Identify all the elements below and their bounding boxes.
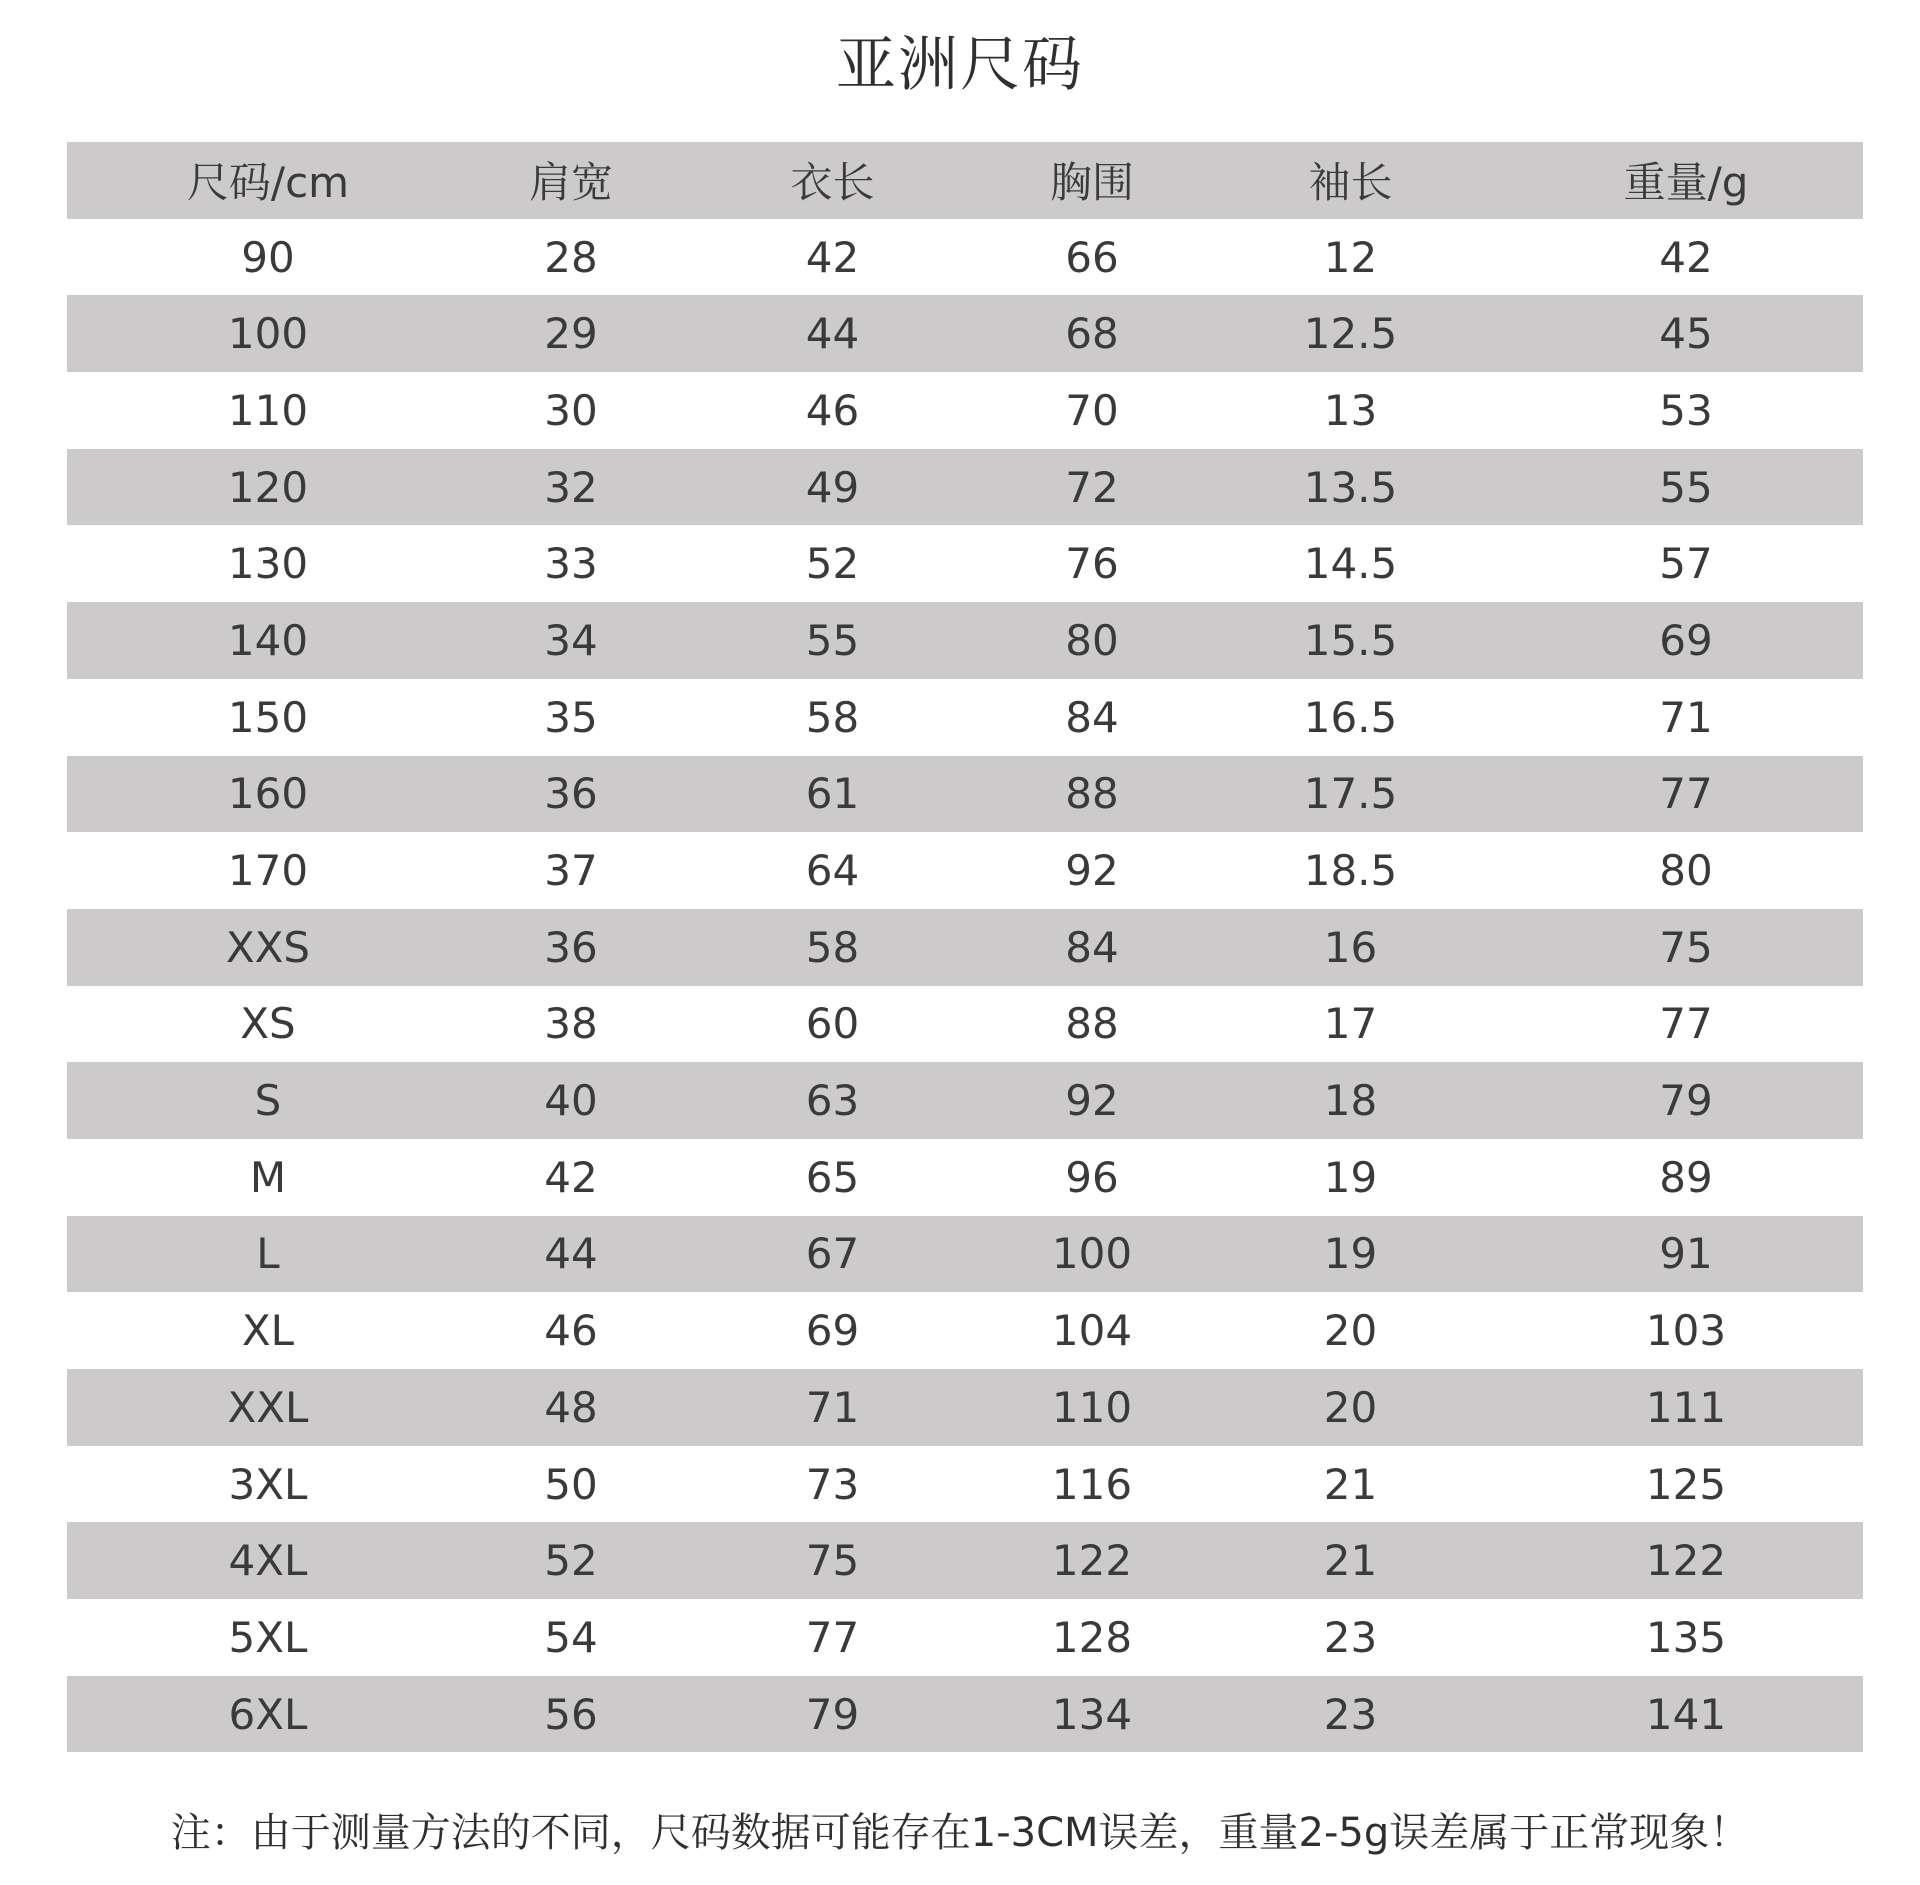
cell-sleeve: 16.5 <box>1303 692 1398 742</box>
cell-shoulder-width: 33 <box>544 539 598 589</box>
cell-weight: 53 <box>1659 385 1713 435</box>
cell-shoulder-width: 35 <box>544 692 598 742</box>
cell-length: 58 <box>805 692 860 742</box>
cell-length: 44 <box>805 309 860 359</box>
cell-weight: 122 <box>1645 1536 1727 1586</box>
cell-length: 75 <box>805 1536 860 1586</box>
cell-sleeve: 18.5 <box>1303 846 1398 896</box>
cell-sleeve: 12.5 <box>1303 309 1398 359</box>
cell-sleeve: 19 <box>1323 1229 1378 1279</box>
cell-shoulder-width: 36 <box>544 922 598 972</box>
cell-weight: 77 <box>1659 999 1713 1049</box>
cell-chest: 72 <box>1065 462 1119 512</box>
cell-length: 77 <box>805 1612 860 1662</box>
cell-sleeve: 19 <box>1323 1152 1378 1202</box>
table-row <box>67 1062 1863 1139</box>
cell-sleeve: 23 <box>1323 1612 1378 1662</box>
cell-weight: 111 <box>1645 1382 1727 1432</box>
cell-length: 65 <box>805 1152 860 1202</box>
cell-shoulder-width: 50 <box>544 1459 598 1509</box>
cell-chest: 128 <box>1051 1612 1133 1662</box>
cell-weight: 141 <box>1645 1689 1727 1739</box>
table-row <box>67 1446 1863 1523</box>
header-shoulder-width: 肩宽 <box>528 158 613 208</box>
cell-sleeve: 17.5 <box>1303 769 1398 819</box>
table-row <box>67 986 1863 1063</box>
header-chest: 胸围 <box>1049 158 1134 208</box>
header-length: 衣长 <box>790 158 875 208</box>
cell-size: 110 <box>227 385 309 435</box>
cell-size: 170 <box>227 846 309 896</box>
cell-chest: 84 <box>1065 922 1119 972</box>
cell-size: 6XL <box>228 1689 308 1739</box>
cell-shoulder-width: 38 <box>544 999 598 1049</box>
cell-length: 49 <box>805 462 860 512</box>
table-body <box>67 219 1863 1753</box>
cell-size: S <box>254 1076 282 1126</box>
cell-length: 71 <box>805 1382 860 1432</box>
cell-sleeve: 16 <box>1323 922 1378 972</box>
page-title: 亚洲尺码 <box>836 30 1084 100</box>
table-row <box>67 679 1863 756</box>
cell-weight: 69 <box>1659 615 1713 665</box>
cell-length: 64 <box>805 846 860 896</box>
cell-sleeve: 21 <box>1323 1536 1378 1586</box>
header-size: 尺码/cm <box>186 158 350 208</box>
cell-shoulder-width: 54 <box>544 1612 598 1662</box>
cell-weight: 75 <box>1659 922 1713 972</box>
cell-length: 46 <box>805 385 860 435</box>
cell-chest: 96 <box>1065 1152 1119 1202</box>
header-sleeve: 袖长 <box>1308 158 1393 208</box>
cell-size: 5XL <box>228 1612 308 1662</box>
cell-length: 42 <box>805 232 860 282</box>
cell-sleeve: 13.5 <box>1303 462 1398 512</box>
cell-weight: 42 <box>1659 232 1713 282</box>
cell-chest: 104 <box>1051 1306 1133 1356</box>
cell-sleeve: 12 <box>1323 232 1378 282</box>
cell-shoulder-width: 34 <box>544 615 598 665</box>
cell-size: XXS <box>225 922 311 972</box>
table-row <box>67 909 1863 986</box>
cell-length: 61 <box>805 769 860 819</box>
table-row <box>67 1599 1863 1676</box>
cell-weight: 55 <box>1659 462 1713 512</box>
header-weight: 重量/g <box>1623 158 1749 208</box>
cell-size: L <box>256 1229 280 1279</box>
cell-chest: 92 <box>1065 846 1119 896</box>
cell-sleeve: 17 <box>1323 999 1378 1049</box>
measurement-note: 注：由于测量方法的不同，尺码数据可能存在1-3CM误差，重量2-5g误差属于正常现象！ <box>170 1810 1750 1856</box>
cell-size: 150 <box>227 692 309 742</box>
size-chart-table <box>67 142 1863 1752</box>
cell-weight: 91 <box>1659 1229 1713 1279</box>
cell-shoulder-width: 40 <box>544 1076 598 1126</box>
cell-sleeve: 23 <box>1323 1689 1378 1739</box>
cell-weight: 57 <box>1659 539 1713 589</box>
cell-chest: 84 <box>1065 692 1119 742</box>
cell-chest: 88 <box>1065 769 1119 819</box>
cell-size: 3XL <box>228 1459 308 1509</box>
table-row <box>67 602 1863 679</box>
cell-shoulder-width: 52 <box>544 1536 598 1586</box>
cell-chest: 116 <box>1051 1459 1133 1509</box>
cell-size: 140 <box>227 615 309 665</box>
cell-chest: 70 <box>1065 385 1119 435</box>
cell-chest: 110 <box>1051 1382 1133 1432</box>
cell-sleeve: 20 <box>1323 1306 1378 1356</box>
cell-size: M <box>249 1152 287 1202</box>
table-row <box>67 295 1863 372</box>
table-row <box>67 1139 1863 1216</box>
cell-length: 67 <box>805 1229 860 1279</box>
cell-size: XL <box>241 1306 295 1356</box>
cell-sleeve: 20 <box>1323 1382 1378 1432</box>
cell-size: 4XL <box>228 1536 308 1586</box>
cell-size: 90 <box>241 232 295 282</box>
table-header-row <box>67 142 1863 219</box>
cell-shoulder-width: 28 <box>544 232 598 282</box>
cell-length: 55 <box>805 615 860 665</box>
cell-chest: 80 <box>1065 615 1119 665</box>
cell-sleeve: 15.5 <box>1303 615 1398 665</box>
cell-sleeve: 21 <box>1323 1459 1378 1509</box>
cell-sleeve: 18 <box>1323 1076 1378 1126</box>
table-row <box>67 1676 1863 1753</box>
cell-shoulder-width: 32 <box>544 462 598 512</box>
table-row <box>67 756 1863 833</box>
cell-length: 52 <box>805 539 860 589</box>
cell-weight: 89 <box>1659 1152 1713 1202</box>
cell-length: 60 <box>805 999 860 1049</box>
cell-weight: 125 <box>1645 1459 1727 1509</box>
cell-shoulder-width: 29 <box>544 309 598 359</box>
cell-length: 73 <box>805 1459 860 1509</box>
table-row <box>67 219 1863 296</box>
cell-shoulder-width: 44 <box>544 1229 598 1279</box>
cell-chest: 76 <box>1065 539 1119 589</box>
cell-chest: 122 <box>1051 1536 1133 1586</box>
cell-shoulder-width: 42 <box>544 1152 598 1202</box>
cell-weight: 77 <box>1659 769 1713 819</box>
cell-weight: 45 <box>1659 309 1713 359</box>
table-row <box>67 1216 1863 1293</box>
cell-size: 120 <box>227 462 309 512</box>
cell-length: 79 <box>805 1689 860 1739</box>
table-row <box>67 372 1863 449</box>
cell-size: 130 <box>227 539 309 589</box>
table-row <box>67 832 1863 909</box>
cell-weight: 103 <box>1645 1306 1727 1356</box>
cell-size: XS <box>240 999 296 1049</box>
cell-size: XXL <box>227 1382 309 1432</box>
cell-weight: 79 <box>1659 1076 1713 1126</box>
cell-chest: 100 <box>1051 1229 1133 1279</box>
table-row <box>67 1522 1863 1599</box>
table-row <box>67 1292 1863 1369</box>
cell-length: 69 <box>805 1306 860 1356</box>
cell-shoulder-width: 36 <box>544 769 598 819</box>
cell-shoulder-width: 48 <box>544 1382 598 1432</box>
table-row <box>67 449 1863 526</box>
cell-chest: 88 <box>1065 999 1119 1049</box>
cell-shoulder-width: 30 <box>544 385 598 435</box>
cell-length: 58 <box>805 922 860 972</box>
cell-chest: 134 <box>1051 1689 1133 1739</box>
cell-chest: 92 <box>1065 1076 1119 1126</box>
cell-weight: 71 <box>1659 692 1713 742</box>
cell-sleeve: 13 <box>1323 385 1378 435</box>
cell-weight: 135 <box>1645 1612 1727 1662</box>
cell-shoulder-width: 46 <box>544 1306 598 1356</box>
table-row <box>67 525 1863 602</box>
cell-sleeve: 14.5 <box>1303 539 1398 589</box>
cell-size: 160 <box>227 769 309 819</box>
cell-chest: 66 <box>1065 232 1119 282</box>
cell-shoulder-width: 56 <box>544 1689 598 1739</box>
cell-size: 100 <box>227 309 309 359</box>
table-row <box>67 1369 1863 1446</box>
cell-weight: 80 <box>1659 846 1713 896</box>
cell-length: 63 <box>805 1076 860 1126</box>
cell-chest: 68 <box>1065 309 1119 359</box>
cell-shoulder-width: 37 <box>544 846 598 896</box>
